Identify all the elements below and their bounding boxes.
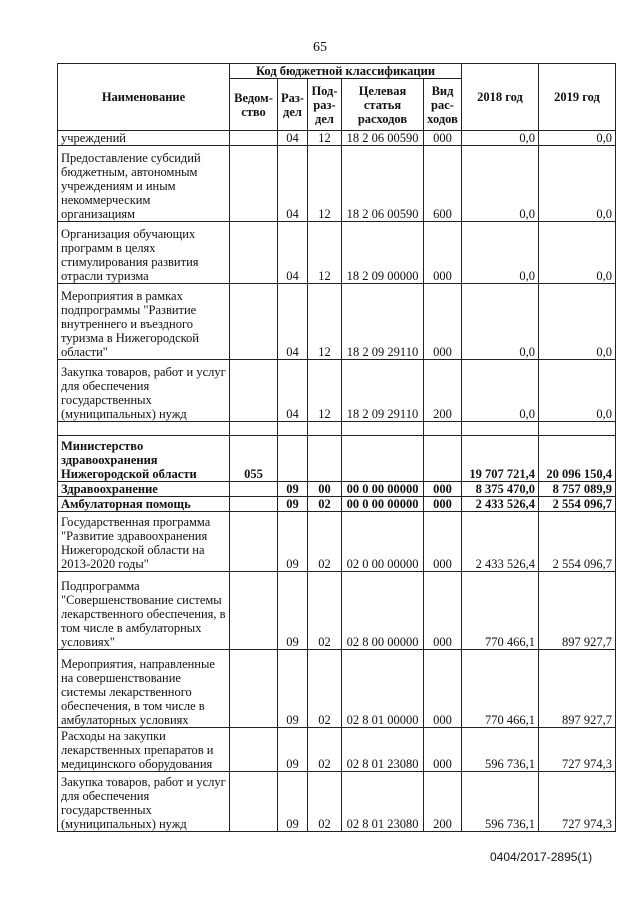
cell-2019: 0,0 bbox=[539, 131, 616, 146]
header-classification: Код бюджетной классификации bbox=[230, 64, 462, 79]
cell-vedomstvo bbox=[230, 512, 278, 572]
cell-razdel: 04 bbox=[278, 131, 308, 146]
cell-tselevaya: 18 2 06 00590 bbox=[342, 146, 424, 222]
cell-tselevaya bbox=[342, 422, 424, 436]
cell-2018: 770 466,1 bbox=[462, 650, 539, 728]
table-row bbox=[58, 436, 616, 482]
table-row bbox=[58, 482, 616, 497]
cell-2018: 596 736,1 bbox=[462, 728, 539, 772]
cell-2018: 0,0 bbox=[462, 360, 539, 422]
cell-razdel bbox=[278, 436, 308, 482]
table-row bbox=[58, 222, 616, 284]
cell-podrazdel: 02 bbox=[308, 497, 342, 512]
cell-2018 bbox=[462, 422, 539, 436]
header-name: Наименование bbox=[58, 64, 230, 131]
cell-name: Расходы на закупки лекарственных препаратов и медицинского оборудования bbox=[58, 728, 230, 772]
cell-vid bbox=[424, 436, 462, 482]
cell-name: Мероприятия, направленные на совершенствование системы лекарственного обеспечения, в том числе в амбулаторных условиях bbox=[58, 650, 230, 728]
cell-2018: 0,0 bbox=[462, 284, 539, 360]
cell-tselevaya: 02 8 01 23080 bbox=[342, 772, 424, 832]
cell-2019: 0,0 bbox=[539, 284, 616, 360]
cell-vid: 000 bbox=[424, 512, 462, 572]
table-row bbox=[58, 360, 616, 422]
cell-podrazdel: 12 bbox=[308, 360, 342, 422]
cell-name: Подпрограмма "Совершенствование системы лекарственного обеспечения, в том числе в амбулаторных условиях" bbox=[58, 572, 230, 650]
table-row bbox=[58, 284, 616, 360]
table-row bbox=[58, 146, 616, 222]
cell-name: Предоставление субсидий бюджетным, автономным учреждениям и иным некоммерческим организациям bbox=[58, 146, 230, 222]
cell-tselevaya: 02 8 00 00000 bbox=[342, 572, 424, 650]
cell-vid: 000 bbox=[424, 728, 462, 772]
document-code: 0404/2017-2895(1) bbox=[490, 850, 593, 864]
budget-table bbox=[57, 63, 616, 832]
cell-2019: 2 554 096,7 bbox=[539, 497, 616, 512]
cell-podrazdel: 02 bbox=[308, 512, 342, 572]
cell-tselevaya: 18 2 09 29110 bbox=[342, 360, 424, 422]
cell-name: учреждений bbox=[58, 131, 230, 146]
cell-vedomstvo bbox=[230, 284, 278, 360]
cell-podrazdel: 02 bbox=[308, 728, 342, 772]
cell-vid: 000 bbox=[424, 131, 462, 146]
cell-2018: 596 736,1 bbox=[462, 772, 539, 832]
header-tselevaya: Целевая статья расходов bbox=[342, 79, 424, 131]
cell-vid bbox=[424, 422, 462, 436]
cell-vid: 000 bbox=[424, 482, 462, 497]
cell-vid: 000 bbox=[424, 284, 462, 360]
page-number: 65 bbox=[313, 40, 327, 55]
cell-2019: 8 757 089,9 bbox=[539, 482, 616, 497]
cell-name: Закупка товаров, работ и услуг для обеспечения государственных (муниципальных) нужд bbox=[58, 360, 230, 422]
cell-2018: 770 466,1 bbox=[462, 572, 539, 650]
header-2019: 2019 год bbox=[539, 64, 616, 131]
cell-vid: 000 bbox=[424, 572, 462, 650]
cell-podrazdel: 02 bbox=[308, 650, 342, 728]
cell-name bbox=[58, 422, 230, 436]
cell-2018: 0,0 bbox=[462, 131, 539, 146]
cell-podrazdel: 12 bbox=[308, 284, 342, 360]
cell-razdel: 09 bbox=[278, 512, 308, 572]
cell-tselevaya: 18 2 09 00000 bbox=[342, 222, 424, 284]
cell-vedomstvo bbox=[230, 772, 278, 832]
cell-vedomstvo bbox=[230, 650, 278, 728]
cell-2018: 8 375 470,0 bbox=[462, 482, 539, 497]
cell-vid: 600 bbox=[424, 146, 462, 222]
cell-2019: 0,0 bbox=[539, 146, 616, 222]
cell-vid: 200 bbox=[424, 772, 462, 832]
cell-name: Здравоохранение bbox=[58, 482, 230, 497]
cell-vedomstvo bbox=[230, 497, 278, 512]
cell-2019: 727 974,3 bbox=[539, 728, 616, 772]
table-row bbox=[58, 772, 616, 832]
cell-tselevaya: 00 0 00 00000 bbox=[342, 482, 424, 497]
cell-podrazdel: 02 bbox=[308, 572, 342, 650]
cell-2019 bbox=[539, 422, 616, 436]
cell-2018: 2 433 526,4 bbox=[462, 497, 539, 512]
cell-tselevaya: 00 0 00 00000 bbox=[342, 497, 424, 512]
cell-2018: 2 433 526,4 bbox=[462, 512, 539, 572]
cell-2019: 0,0 bbox=[539, 222, 616, 284]
table-row bbox=[58, 512, 616, 572]
cell-tselevaya: 02 0 00 00000 bbox=[342, 512, 424, 572]
cell-2018: 0,0 bbox=[462, 222, 539, 284]
cell-vedomstvo bbox=[230, 360, 278, 422]
cell-vedomstvo bbox=[230, 422, 278, 436]
cell-2019: 2 554 096,7 bbox=[539, 512, 616, 572]
cell-vedomstvo bbox=[230, 222, 278, 284]
cell-name: Организация обучающих программ в целях стимулирования развития отрасли туризма bbox=[58, 222, 230, 284]
cell-tselevaya: 18 2 06 00590 bbox=[342, 131, 424, 146]
cell-razdel: 09 bbox=[278, 482, 308, 497]
cell-razdel: 04 bbox=[278, 222, 308, 284]
cell-tselevaya: 02 8 01 23080 bbox=[342, 728, 424, 772]
cell-vedomstvo bbox=[230, 131, 278, 146]
cell-vedomstvo bbox=[230, 482, 278, 497]
cell-tselevaya: 18 2 09 29110 bbox=[342, 284, 424, 360]
cell-vedomstvo bbox=[230, 572, 278, 650]
header-vid: Вид рас-ходов bbox=[424, 79, 462, 131]
cell-vid: 000 bbox=[424, 497, 462, 512]
table-row bbox=[58, 650, 616, 728]
cell-vid: 200 bbox=[424, 360, 462, 422]
header-vedomstvo: Ведом-ство bbox=[230, 79, 278, 131]
cell-razdel bbox=[278, 422, 308, 436]
table-row bbox=[58, 497, 616, 512]
cell-vid: 000 bbox=[424, 222, 462, 284]
cell-name: Закупка товаров, работ и услуг для обеспечения государственных (муниципальных) нужд bbox=[58, 772, 230, 832]
table-row bbox=[58, 728, 616, 772]
cell-razdel: 09 bbox=[278, 650, 308, 728]
cell-tselevaya: 02 8 01 00000 bbox=[342, 650, 424, 728]
table-row bbox=[58, 422, 616, 436]
cell-razdel: 09 bbox=[278, 572, 308, 650]
table-row bbox=[58, 131, 616, 146]
cell-razdel: 04 bbox=[278, 360, 308, 422]
cell-vid: 000 bbox=[424, 650, 462, 728]
cell-podrazdel: 12 bbox=[308, 146, 342, 222]
cell-vedomstvo bbox=[230, 146, 278, 222]
cell-name: Мероприятия в рамках подпрограммы "Развитие внутреннего и въездного туризма в Нижегородской области" bbox=[58, 284, 230, 360]
cell-name: Государственная программа "Развитие здравоохранения Нижегородской области на 2013-2020 годы" bbox=[58, 512, 230, 572]
cell-razdel: 09 bbox=[278, 728, 308, 772]
cell-podrazdel: 02 bbox=[308, 772, 342, 832]
cell-podrazdel: 00 bbox=[308, 482, 342, 497]
cell-vedomstvo bbox=[230, 728, 278, 772]
cell-vedomstvo: 055 bbox=[230, 436, 278, 482]
header-podrazdel: Под-раз-дел bbox=[308, 79, 342, 131]
cell-podrazdel bbox=[308, 436, 342, 482]
cell-2018: 19 707 721,4 bbox=[462, 436, 539, 482]
cell-razdel: 04 bbox=[278, 284, 308, 360]
cell-tselevaya bbox=[342, 436, 424, 482]
cell-2019: 727 974,3 bbox=[539, 772, 616, 832]
cell-2018: 0,0 bbox=[462, 146, 539, 222]
cell-2019: 20 096 150,4 bbox=[539, 436, 616, 482]
cell-razdel: 09 bbox=[278, 497, 308, 512]
cell-name: Амбулаторная помощь bbox=[58, 497, 230, 512]
cell-podrazdel: 12 bbox=[308, 222, 342, 284]
cell-razdel: 04 bbox=[278, 146, 308, 222]
cell-name: Министерство здравоохранения Нижегородской области bbox=[58, 436, 230, 482]
cell-2019: 0,0 bbox=[539, 360, 616, 422]
cell-razdel: 09 bbox=[278, 772, 308, 832]
table-row bbox=[58, 572, 616, 650]
cell-2019: 897 927,7 bbox=[539, 650, 616, 728]
header-razdel: Раз-дел bbox=[278, 79, 308, 131]
cell-podrazdel bbox=[308, 422, 342, 436]
cell-podrazdel: 12 bbox=[308, 131, 342, 146]
header-2018: 2018 год bbox=[462, 64, 539, 131]
cell-2019: 897 927,7 bbox=[539, 572, 616, 650]
